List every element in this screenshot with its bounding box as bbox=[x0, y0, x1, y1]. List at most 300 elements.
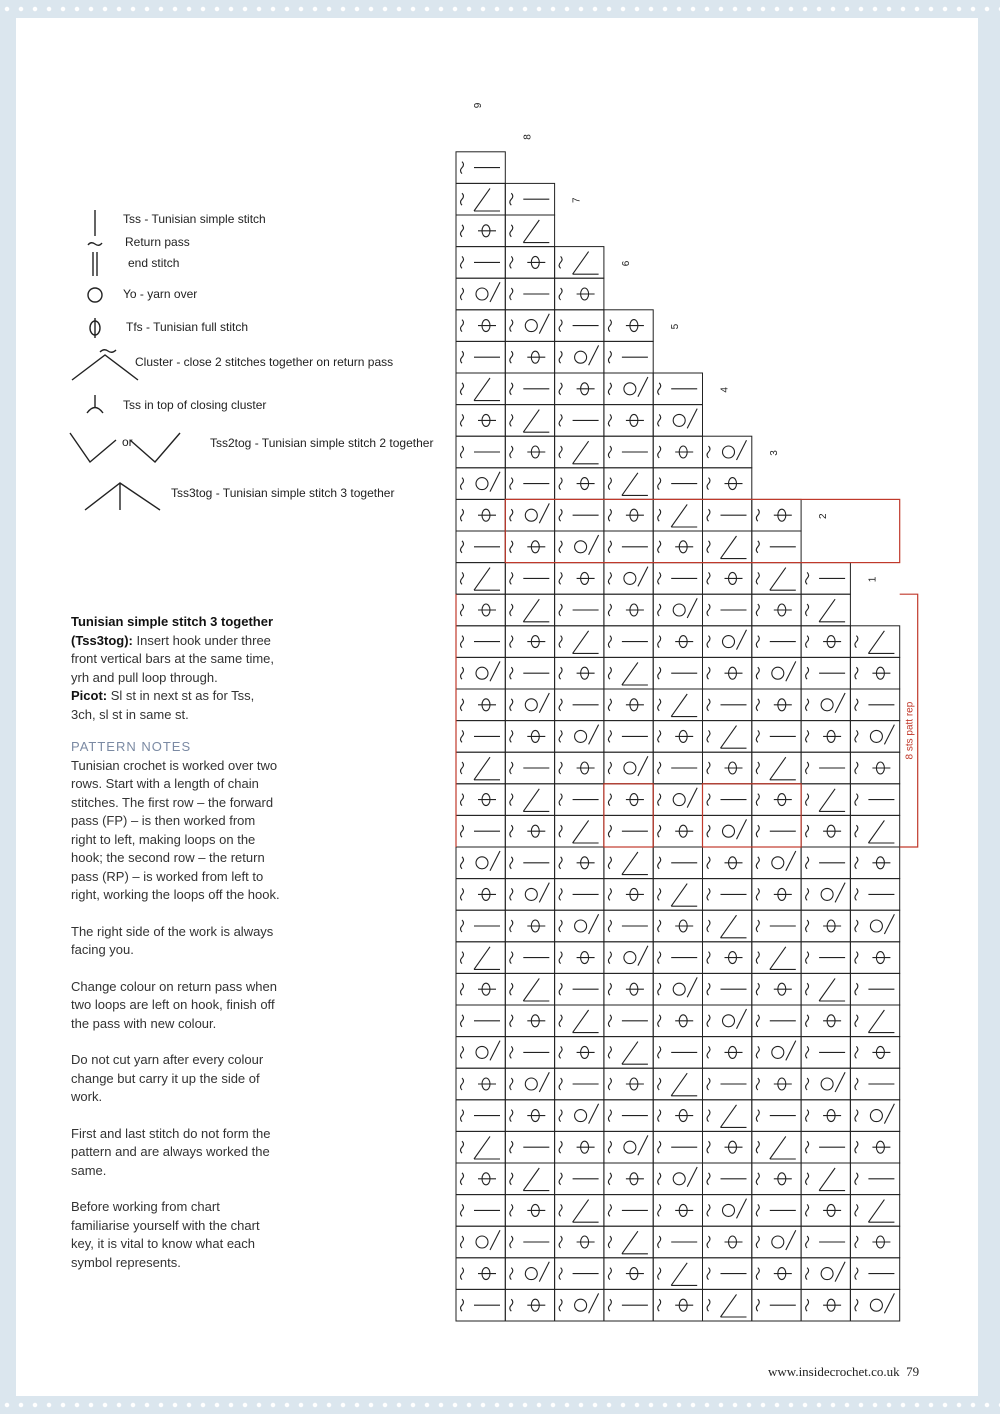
yarn-over-icon bbox=[870, 730, 882, 742]
return-pass-icon bbox=[855, 1268, 858, 1280]
return-pass-icon bbox=[707, 825, 710, 837]
tss2tog-icon bbox=[589, 1104, 599, 1124]
return-pass-icon bbox=[510, 414, 513, 426]
tss2tog-icon bbox=[638, 1135, 648, 1155]
note-paragraph: First and last stitch do not form the pattern and are always worked the same. bbox=[71, 1125, 271, 1178]
return-pass-icon bbox=[559, 1110, 562, 1122]
yarn-over-icon bbox=[575, 541, 587, 553]
tss2tog-icon bbox=[687, 598, 697, 618]
yarn-over-icon bbox=[476, 1236, 488, 1248]
footer-site: www.insidecrochet.co.uk bbox=[768, 1364, 900, 1379]
return-pass-icon bbox=[559, 667, 562, 679]
return-pass-icon bbox=[608, 888, 611, 900]
tss2tog-icon bbox=[474, 188, 500, 211]
tss2tog-icon bbox=[835, 1262, 845, 1282]
chart-cell bbox=[555, 1195, 604, 1227]
return-pass-icon bbox=[559, 351, 562, 363]
note-paragraph: The right side of the work is always facing you. bbox=[71, 923, 274, 957]
yarn-over-icon bbox=[575, 1110, 587, 1122]
return-pass-icon bbox=[707, 730, 710, 742]
return-pass-icon bbox=[806, 920, 809, 932]
return-pass-icon bbox=[806, 888, 809, 900]
chart-cell bbox=[752, 1226, 801, 1258]
tss3tog-term: Tunisian simple stitch 3 together (Tss3tog): bbox=[71, 614, 274, 648]
return-pass-icon bbox=[461, 1110, 464, 1122]
return-pass-icon bbox=[658, 983, 661, 995]
return-pass-icon bbox=[806, 572, 809, 584]
chart-cell bbox=[850, 721, 899, 753]
return-pass-icon bbox=[461, 225, 464, 237]
column-number: 8 bbox=[522, 134, 534, 140]
key-label-tss2tog: Tss2tog - Tunisian simple stitch 2 together bbox=[210, 436, 434, 450]
tss2tog-icon bbox=[737, 440, 747, 460]
chart-cell bbox=[703, 721, 752, 753]
return-pass-icon bbox=[461, 446, 464, 458]
chart-cell bbox=[505, 405, 554, 437]
yarn-over-icon bbox=[723, 446, 735, 458]
return-pass-icon bbox=[510, 572, 513, 584]
tss3tog-description: Insert hook under three front vertical bars at the same time, yrh and pull loop through. bbox=[71, 632, 275, 685]
return-pass-icon bbox=[559, 730, 562, 742]
chart-cell bbox=[752, 1037, 801, 1069]
tss2tog-icon bbox=[539, 1262, 549, 1282]
tss2tog-icon bbox=[474, 378, 500, 401]
return-pass-icon bbox=[461, 699, 464, 711]
tss2tog-icon bbox=[671, 694, 697, 717]
chart-cell bbox=[752, 942, 801, 974]
chart-cell bbox=[801, 973, 850, 1005]
return-pass-icon bbox=[855, 1141, 858, 1153]
return-pass-icon bbox=[855, 730, 858, 742]
return-pass-icon bbox=[756, 1204, 759, 1216]
tss2tog-icon bbox=[622, 662, 648, 685]
chart-cell bbox=[555, 436, 604, 468]
return-pass-icon bbox=[756, 1015, 759, 1027]
return-pass-icon bbox=[756, 983, 759, 995]
yarn-over-icon bbox=[575, 920, 587, 932]
chart-symbols bbox=[461, 162, 895, 1317]
tss2tog-icon bbox=[539, 693, 549, 713]
yarn-over-icon bbox=[525, 699, 537, 711]
chart-cell bbox=[801, 1258, 850, 1290]
return-pass-icon bbox=[658, 1078, 661, 1090]
chart-cell bbox=[703, 910, 752, 942]
return-pass-icon bbox=[608, 604, 611, 616]
return-pass-icon bbox=[707, 857, 710, 869]
return-pass-icon bbox=[510, 288, 513, 300]
return-pass-icon bbox=[461, 888, 464, 900]
return-pass-icon bbox=[658, 857, 661, 869]
return-pass-icon bbox=[756, 667, 759, 679]
return-pass-icon bbox=[559, 541, 562, 553]
chart-cell bbox=[801, 689, 850, 721]
return-pass-icon bbox=[658, 541, 661, 553]
chart-cell bbox=[456, 752, 505, 784]
chart-cell bbox=[456, 468, 505, 500]
return-pass-icon bbox=[707, 762, 710, 774]
return-pass-icon bbox=[461, 320, 464, 332]
return-pass-icon bbox=[855, 762, 858, 774]
return-pass-icon bbox=[510, 256, 513, 268]
chart-cell bbox=[653, 594, 702, 626]
tss2tog-icon bbox=[539, 1072, 549, 1092]
return-pass-icon bbox=[559, 825, 562, 837]
tss2tog-icon bbox=[622, 1042, 648, 1065]
chart-cell bbox=[703, 1005, 752, 1037]
return-pass-icon bbox=[461, 1046, 464, 1058]
return-pass-icon bbox=[461, 983, 464, 995]
tss2tog-icon bbox=[539, 314, 549, 334]
chart-cell bbox=[850, 815, 899, 847]
chart-cell bbox=[703, 1195, 752, 1227]
return-pass-icon bbox=[559, 604, 562, 616]
return-pass-icon bbox=[806, 1268, 809, 1280]
return-pass-icon bbox=[608, 983, 611, 995]
column-number: 1 bbox=[867, 576, 879, 583]
yarn-over-icon bbox=[821, 888, 833, 900]
return-pass-icon bbox=[756, 1078, 759, 1090]
return-pass-icon bbox=[461, 193, 464, 205]
column-number: 5 bbox=[670, 323, 682, 330]
return-pass-icon bbox=[658, 572, 661, 584]
return-pass-icon bbox=[707, 541, 710, 553]
return-pass-icon bbox=[559, 1268, 562, 1280]
return-pass-icon bbox=[510, 351, 513, 363]
yarn-over-icon bbox=[673, 794, 685, 806]
chart-cell bbox=[505, 1163, 554, 1195]
return-pass-icon bbox=[855, 825, 858, 837]
return-pass-icon bbox=[461, 256, 464, 268]
return-pass-icon bbox=[608, 636, 611, 648]
tss2tog-icon bbox=[770, 947, 796, 970]
return-pass-icon bbox=[855, 667, 858, 679]
return-pass-icon bbox=[806, 952, 809, 964]
return-pass-icon bbox=[707, 1141, 710, 1153]
chart-cell bbox=[555, 247, 604, 279]
tss2tog-icon bbox=[819, 789, 845, 812]
return-pass-icon bbox=[559, 762, 562, 774]
return-pass-icon bbox=[608, 1046, 611, 1058]
tss2tog-icon bbox=[786, 1230, 796, 1250]
return-pass-icon bbox=[461, 857, 464, 869]
return-pass-icon bbox=[806, 1204, 809, 1216]
chart-cell bbox=[752, 752, 801, 784]
chart-cell bbox=[456, 183, 505, 215]
yarn-over-icon bbox=[723, 1015, 735, 1027]
return-pass-icon bbox=[756, 920, 759, 932]
column-number: 6 bbox=[620, 260, 632, 267]
return-pass-icon bbox=[608, 572, 611, 584]
chart-cell bbox=[604, 468, 653, 500]
return-pass-icon bbox=[510, 1236, 513, 1248]
return-pass-icon bbox=[559, 288, 562, 300]
page-footer bbox=[768, 1364, 919, 1380]
chart-cell bbox=[456, 942, 505, 974]
return-pass-icon bbox=[855, 857, 858, 869]
chart-cell bbox=[653, 499, 702, 531]
chart-cell bbox=[801, 1068, 850, 1100]
return-pass-icon bbox=[855, 1046, 858, 1058]
yarn-over-icon bbox=[575, 351, 587, 363]
return-pass-icon bbox=[806, 1110, 809, 1122]
return-pass-icon bbox=[510, 1204, 513, 1216]
chart-cell bbox=[703, 1289, 752, 1321]
return-pass-icon bbox=[510, 1015, 513, 1027]
tss2tog-icon bbox=[835, 693, 845, 713]
tss2tog-icon bbox=[868, 1200, 894, 1223]
return-pass-icon bbox=[510, 1173, 513, 1185]
return-pass-icon bbox=[461, 1299, 464, 1311]
tss2tog-icon bbox=[835, 1072, 845, 1092]
return-pass-icon bbox=[806, 730, 809, 742]
return-pass-icon bbox=[608, 383, 611, 395]
return-pass-icon bbox=[658, 699, 661, 711]
tss2tog-icon bbox=[770, 568, 796, 591]
return-pass-icon bbox=[510, 604, 513, 616]
return-pass-icon bbox=[707, 1078, 710, 1090]
return-pass-icon bbox=[855, 920, 858, 932]
return-pass-icon bbox=[461, 794, 464, 806]
return-pass-icon bbox=[461, 952, 464, 964]
return-pass-icon bbox=[756, 699, 759, 711]
tss2tog-icon bbox=[539, 503, 549, 523]
return-pass-icon bbox=[756, 857, 759, 869]
chart-cell bbox=[653, 689, 702, 721]
return-pass-icon bbox=[658, 888, 661, 900]
return-pass-icon bbox=[461, 1268, 464, 1280]
tss2tog-icon bbox=[687, 977, 697, 997]
chart-cell bbox=[604, 1226, 653, 1258]
return-pass-icon bbox=[756, 730, 759, 742]
chart-cell bbox=[850, 626, 899, 658]
return-pass-icon bbox=[510, 1299, 513, 1311]
yarn-over-icon bbox=[772, 1046, 784, 1058]
tss2tog-icon bbox=[770, 1136, 796, 1159]
return-pass-icon bbox=[510, 509, 513, 521]
return-pass-icon bbox=[608, 351, 611, 363]
tss2tog-icon bbox=[721, 915, 747, 938]
return-pass-icon bbox=[756, 762, 759, 774]
return-pass-icon bbox=[855, 983, 858, 995]
tss2tog-icon bbox=[737, 819, 747, 839]
chart-cell bbox=[850, 910, 899, 942]
tss2tog-icon bbox=[868, 631, 894, 654]
return-pass-icon bbox=[559, 794, 562, 806]
return-pass-icon bbox=[707, 509, 710, 521]
return-pass-icon bbox=[608, 414, 611, 426]
return-pass-icon bbox=[608, 920, 611, 932]
chart-cell bbox=[505, 594, 554, 626]
chart-cell bbox=[604, 847, 653, 879]
return-pass-icon bbox=[510, 1078, 513, 1090]
tss2tog-icon bbox=[671, 884, 697, 907]
return-pass-icon bbox=[855, 952, 858, 964]
column-number: 4 bbox=[719, 387, 731, 393]
return-pass-icon bbox=[756, 636, 759, 648]
tss2tog-icon bbox=[819, 978, 845, 1001]
return-pass-icon bbox=[658, 1141, 661, 1153]
yarn-over-icon bbox=[476, 667, 488, 679]
chart-cell bbox=[505, 499, 554, 531]
chart-cell bbox=[505, 1258, 554, 1290]
return-pass-icon bbox=[658, 414, 661, 426]
return-pass-icon bbox=[510, 1046, 513, 1058]
tss2tog-icon bbox=[474, 568, 500, 591]
tss2tog-icon bbox=[490, 1041, 500, 1061]
tss2tog-icon bbox=[523, 978, 549, 1001]
return-pass-icon bbox=[806, 1299, 809, 1311]
chart-cell bbox=[752, 1131, 801, 1163]
return-pass-icon bbox=[855, 699, 858, 711]
tss2tog-icon bbox=[490, 1230, 500, 1250]
return-pass-icon bbox=[658, 1299, 661, 1311]
return-pass-icon bbox=[608, 541, 611, 553]
return-pass-icon bbox=[510, 193, 513, 205]
return-pass-icon bbox=[559, 952, 562, 964]
yarn-over-icon bbox=[821, 1268, 833, 1280]
return-pass-icon bbox=[559, 1236, 562, 1248]
tss2tog-icon bbox=[539, 883, 549, 903]
return-pass-icon bbox=[756, 541, 759, 553]
yarn-over-icon bbox=[673, 414, 685, 426]
return-pass-icon bbox=[658, 730, 661, 742]
return-pass-icon bbox=[461, 762, 464, 774]
chart-cell bbox=[801, 879, 850, 911]
yarn-over-icon bbox=[624, 383, 636, 395]
tss2tog-icon bbox=[589, 1293, 599, 1313]
return-pass-icon bbox=[461, 383, 464, 395]
column-number: 2 bbox=[818, 513, 830, 519]
return-pass-icon bbox=[855, 1236, 858, 1248]
return-pass-icon bbox=[756, 825, 759, 837]
chart-cell bbox=[850, 1005, 899, 1037]
return-pass-icon bbox=[510, 825, 513, 837]
return-pass-icon bbox=[461, 478, 464, 490]
tss2tog-icon bbox=[573, 441, 599, 464]
return-pass-icon bbox=[707, 478, 710, 490]
return-pass-icon bbox=[461, 162, 464, 174]
return-pass-icon bbox=[559, 1141, 562, 1153]
return-pass-icon bbox=[707, 920, 710, 932]
return-pass-icon bbox=[658, 762, 661, 774]
return-pass-icon bbox=[510, 699, 513, 711]
return-pass-icon bbox=[559, 1173, 562, 1185]
return-pass-icon bbox=[559, 478, 562, 490]
chart-cell bbox=[604, 942, 653, 974]
chart-cell bbox=[801, 1163, 850, 1195]
return-pass-icon bbox=[461, 1173, 464, 1185]
tss2tog-icon bbox=[490, 661, 500, 681]
yarn-over-icon bbox=[525, 1268, 537, 1280]
return-pass-icon bbox=[707, 794, 710, 806]
return-pass-icon bbox=[510, 794, 513, 806]
chart-cell bbox=[456, 657, 505, 689]
chart-cell bbox=[752, 847, 801, 879]
chart-cell bbox=[555, 341, 604, 373]
tss2tog-icon bbox=[721, 1294, 747, 1317]
return-pass-icon bbox=[510, 636, 513, 648]
tss2tog-icon bbox=[884, 914, 894, 934]
return-pass-icon bbox=[461, 572, 464, 584]
column-number: 9 bbox=[473, 102, 484, 109]
chart-cell bbox=[555, 910, 604, 942]
tss2tog-icon bbox=[523, 789, 549, 812]
return-pass-icon bbox=[608, 1236, 611, 1248]
return-pass-icon bbox=[559, 1015, 562, 1027]
chart-cell bbox=[456, 1226, 505, 1258]
return-pass-icon bbox=[608, 509, 611, 521]
key-label-tss3tog: Tss3tog - Tunisian simple stitch 3 together bbox=[171, 486, 395, 500]
return-pass-icon bbox=[806, 1141, 809, 1153]
return-pass-icon bbox=[559, 888, 562, 900]
chart-cell bbox=[456, 1131, 505, 1163]
return-pass-icon bbox=[658, 952, 661, 964]
return-pass-icon bbox=[559, 983, 562, 995]
column-number: 7 bbox=[571, 197, 583, 203]
tss2tog-icon bbox=[721, 726, 747, 749]
return-pass-icon bbox=[707, 952, 710, 964]
return-pass-icon bbox=[707, 1236, 710, 1248]
return-pass-icon bbox=[559, 320, 562, 332]
return-pass-icon bbox=[461, 509, 464, 521]
chart-cell bbox=[703, 531, 752, 563]
yarn-over-icon bbox=[525, 320, 537, 332]
return-pass-icon bbox=[707, 572, 710, 584]
return-pass-icon bbox=[461, 1141, 464, 1153]
return-pass-icon bbox=[510, 920, 513, 932]
chart-cell bbox=[555, 1005, 604, 1037]
tss2tog-icon bbox=[884, 1293, 894, 1313]
return-pass-icon bbox=[658, 604, 661, 616]
tss2tog-icon bbox=[523, 220, 549, 243]
return-pass-icon bbox=[658, 383, 661, 395]
return-pass-icon bbox=[510, 383, 513, 395]
return-pass-icon bbox=[608, 446, 611, 458]
tss2tog-icon bbox=[638, 377, 648, 397]
key-label-tss: Tss - Tunisian simple stitch bbox=[123, 212, 266, 226]
tss2tog-icon bbox=[819, 599, 845, 622]
return-pass-icon bbox=[608, 1110, 611, 1122]
yarn-over-icon bbox=[772, 667, 784, 679]
yarn-over-icon bbox=[870, 1299, 882, 1311]
return-pass-icon bbox=[707, 699, 710, 711]
chart-cell bbox=[703, 436, 752, 468]
chart-cell bbox=[505, 215, 554, 247]
tss2tog-icon bbox=[819, 1168, 845, 1191]
return-pass-icon bbox=[608, 825, 611, 837]
tss2tog-icon bbox=[622, 473, 648, 496]
return-pass-icon bbox=[608, 1173, 611, 1185]
return-pass-icon bbox=[510, 541, 513, 553]
tss2tog-icon bbox=[638, 756, 648, 776]
return-pass-icon bbox=[756, 1299, 759, 1311]
chart-cell bbox=[850, 1100, 899, 1132]
chart-cell bbox=[456, 1037, 505, 1069]
pattern-notes-heading: PATTERN NOTES bbox=[71, 739, 192, 754]
return-pass-icon bbox=[608, 794, 611, 806]
key-label-tfs: Tfs - Tunisian full stitch bbox=[126, 320, 249, 334]
return-pass-icon bbox=[461, 920, 464, 932]
yarn-over-icon bbox=[575, 730, 587, 742]
yarn-over-icon bbox=[673, 604, 685, 616]
return-pass-icon bbox=[608, 857, 611, 869]
yarn-over-icon bbox=[476, 857, 488, 869]
key-label-end-stitch: end stitch bbox=[128, 256, 180, 270]
return-pass-icon bbox=[608, 1015, 611, 1027]
chart-cell bbox=[555, 626, 604, 658]
tss2tog-icon bbox=[835, 883, 845, 903]
return-pass-icon bbox=[510, 1268, 513, 1280]
